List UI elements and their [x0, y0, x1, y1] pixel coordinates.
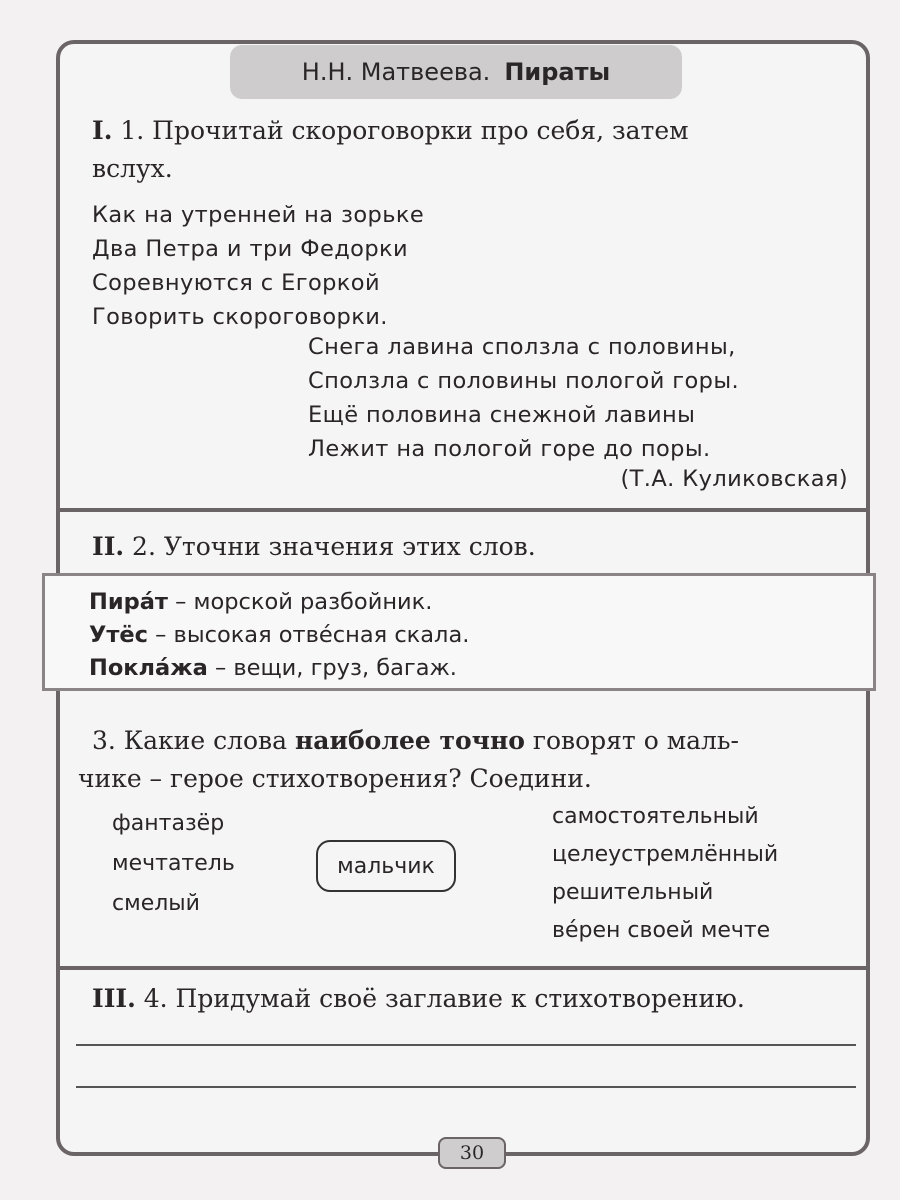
answer-line[interactable] — [76, 1086, 856, 1088]
task2-instruction — [92, 528, 536, 566]
section-divider — [56, 966, 870, 970]
tongue-twister-1 — [92, 198, 424, 334]
poem-title: Пираты — [504, 58, 611, 86]
poem-line: Два Петра и три Федорки — [92, 236, 409, 262]
term: Пира́т — [89, 589, 168, 615]
section-number: III. — [92, 984, 136, 1013]
instruction-text: 4. Придумай своё заглавие к стихотворению. — [143, 984, 745, 1013]
tongue-twister-2 — [308, 330, 739, 466]
definition-item — [89, 619, 873, 652]
section-number: II. — [92, 532, 125, 561]
page-title — [230, 45, 682, 99]
task1-instruction — [92, 112, 852, 188]
match-word[interactable]: самостоятельный — [552, 804, 759, 829]
poem-line: Как на утренней на зорьке — [92, 202, 425, 228]
poem-line: Лежит на пологой горе до поры. — [308, 436, 711, 462]
answer-line[interactable] — [76, 1044, 856, 1046]
definition-item — [89, 586, 873, 619]
meaning: – высокая отве́сная скала. — [148, 622, 470, 648]
poem-line: Соревнуются с Егоркой — [92, 270, 380, 296]
poem-line: Сползла с половины пологой горы. — [308, 368, 740, 394]
definitions-box — [42, 573, 876, 691]
section-divider — [56, 508, 870, 512]
poem-line: Ещё половина снежной лавины — [308, 402, 696, 428]
match-word[interactable]: мечтатель — [112, 851, 235, 876]
match-word[interactable]: ве́рен своей мечте — [552, 918, 771, 943]
term: Покла́жа — [89, 655, 208, 681]
poem-line: Снега лавина сползла с половины, — [308, 334, 736, 360]
instruction-text: говорят о маль- — [524, 726, 739, 755]
task4-instruction — [92, 980, 745, 1018]
poem-author: (Т.А. Куликовская) — [620, 466, 848, 492]
right-word-list — [552, 798, 778, 950]
instruction-text-cont: вслух. — [92, 154, 173, 183]
left-word-list — [112, 804, 235, 924]
match-word[interactable]: целеустремлённый — [552, 842, 779, 867]
meaning: – морской разбойник. — [167, 589, 433, 615]
section-number: I. — [92, 116, 113, 145]
match-word[interactable]: решительный — [552, 880, 714, 905]
page-number: 30 — [438, 1137, 506, 1169]
instruction-emphasis: наиболее точно — [294, 726, 525, 755]
match-word[interactable]: фантазёр — [112, 811, 225, 836]
term: Утёс — [89, 622, 148, 648]
task3-instruction — [78, 722, 852, 798]
instruction-text-cont: чике – герое стихотворения? Соедини. — [78, 764, 592, 793]
instruction-text: 1. Прочитай скороговорки про себя, затем — [120, 116, 689, 145]
definition-item — [89, 652, 873, 685]
center-word-box[interactable]: мальчик — [316, 840, 456, 892]
author: Н.Н. Матвеева. — [301, 58, 491, 86]
instruction-text: 3. Какие слова — [92, 726, 295, 755]
instruction-text: 2. Уточни значения этих слов. — [132, 532, 536, 561]
match-word[interactable]: смелый — [112, 891, 200, 916]
meaning: – вещи, груз, багаж. — [207, 655, 457, 681]
poem-line: Говорить скороговорки. — [92, 304, 388, 330]
